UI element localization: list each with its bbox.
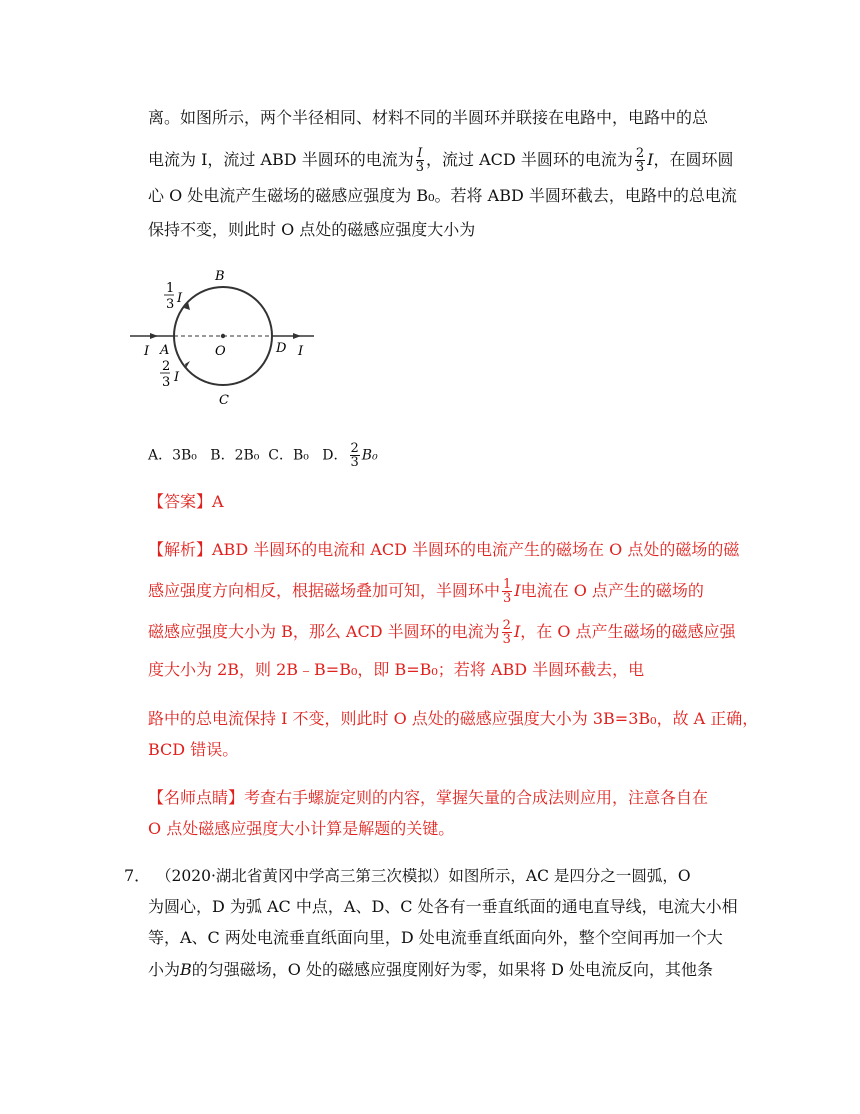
option-b: B．2B₀ xyxy=(210,447,260,464)
q7-line-4 xyxy=(148,960,713,980)
label-o: O xyxy=(215,344,226,359)
analysis-line-6: BCD 错误。 xyxy=(148,740,239,759)
fraction-2-over-3: $\frac{2}{3}$ xyxy=(635,146,645,175)
q6-line-2-c: ，在圆环圆 xyxy=(653,150,734,169)
left-arrow-icon xyxy=(150,333,158,339)
center-dot xyxy=(221,334,225,338)
lower-i: I xyxy=(174,370,180,385)
option-d-var: B₀ xyxy=(361,447,378,464)
analysis-line-2 xyxy=(148,578,704,605)
analysis-line-3 xyxy=(148,619,736,646)
field-symbol: B xyxy=(180,960,192,979)
analysis-line-2-b: 电流在 O 点产生的磁场的 xyxy=(520,581,704,600)
current-symbol: I xyxy=(513,622,521,641)
q7-number: 7． xyxy=(124,866,151,885)
q6-line-3: 心 O 处电流产生磁场的磁感应强度为 B₀。若将 ABD 半圆环截去，电路中的总电流 xyxy=(148,186,737,205)
q6-line-1: 离。如图所示，两个半径相同、材料不同的半圆环并联接在电路中，电路中的总 xyxy=(148,108,709,127)
lower-frac-num: 2 xyxy=(162,359,171,374)
analysis-line-2-a: 感应强度方向相反，根据磁场叠加可知，半圆环中 xyxy=(148,581,501,600)
upper-frac-num: 1 xyxy=(166,281,175,296)
fraction-i-over-3: $\frac{I}{3}$ xyxy=(415,146,425,175)
analysis-line-1: 【解析】ABD 半圆环的电流和 ACD 半圆环的电流产生的磁场在 O 点处的磁场的磁 xyxy=(148,540,740,559)
option-d-prefix: D． xyxy=(322,447,348,464)
q7-line-4-a: 小为 xyxy=(148,960,181,979)
option-a: A．3B₀ xyxy=(148,447,197,464)
analysis-line-5: 路中的总电流保持 I 不变，则此时 O 点处的磁感应强度大小为 3B=3B₀，故 A 正确， xyxy=(148,709,759,728)
current-symbol: I xyxy=(514,581,521,600)
lower-frac-den: 3 xyxy=(162,375,171,390)
tip-line-1: 【名师点睛】考查右手螺旋定则的内容，掌握矢量的合成法则应用，注意各自在 xyxy=(148,788,709,807)
q6-line-4: 保持不变，则此时 O 点处的磁感应强度大小为 xyxy=(148,220,476,239)
q6-line-2-b: ，流过 ACD 半圆环的电流为 xyxy=(426,150,633,169)
q6-line-2-a: 电流为 I，流过 ABD 半圆环的电流为 xyxy=(148,150,414,169)
upper-frac-den: 3 xyxy=(166,297,175,312)
label-d: D xyxy=(276,341,287,356)
fraction-1-over-3: $\frac{1}{3}$ xyxy=(503,577,512,606)
q7-line-2: 为圆心，D 为弧 AC 中点，A、D、C 处各有一垂直纸面的通电直导线，电流大小相 xyxy=(148,897,738,916)
tip-line-2: O 点处磁感应强度大小计算是解题的关键。 xyxy=(148,819,455,838)
analysis-line-3-b: ，在 O 点产生磁场的磁感应强 xyxy=(520,622,736,641)
analysis-line-3-a: 磁感应强度大小为 B，那么 ACD 半圆环的电流为 xyxy=(148,622,500,641)
lower-arc-arrow-icon xyxy=(185,361,190,368)
label-c: C xyxy=(219,393,229,408)
right-arrow-icon xyxy=(293,333,301,339)
option-c: C．B₀ xyxy=(268,447,309,464)
option-d-fraction: $\frac{2}{3}$ xyxy=(350,441,359,470)
answer-label: 【答案】A xyxy=(148,492,224,511)
q7-line-4-b: 的匀强磁场，O 处的磁感应强度刚好为零，如果将 D 处电流反向，其他条 xyxy=(191,960,713,979)
analysis-line-4: 度大小为 2B，则 2B﹣B=B₀，即 B=B₀；若将 ABD 半圆环截去，电 xyxy=(148,660,645,679)
q7-line-1: （2020·湖北省黄冈中学高三第三次模拟）如图所示，AC 是四分之一圆弧，O xyxy=(156,867,691,885)
label-b: B xyxy=(215,269,225,284)
circuit-figure xyxy=(128,264,328,414)
label-i-left: I xyxy=(144,344,150,359)
options-row xyxy=(148,442,378,469)
current-symbol: I xyxy=(647,150,654,169)
upper-i: I xyxy=(177,291,183,306)
q7-line-3: 等，A、C 两处电流垂直纸面向里，D 处电流垂直纸面向外，整个空间再加一个大 xyxy=(148,928,723,947)
fraction-2-over-3: $\frac{2}{3}$ xyxy=(502,618,511,647)
q6-line-2 xyxy=(148,147,733,174)
label-a: A xyxy=(160,343,170,358)
label-i-right: I xyxy=(298,344,304,359)
